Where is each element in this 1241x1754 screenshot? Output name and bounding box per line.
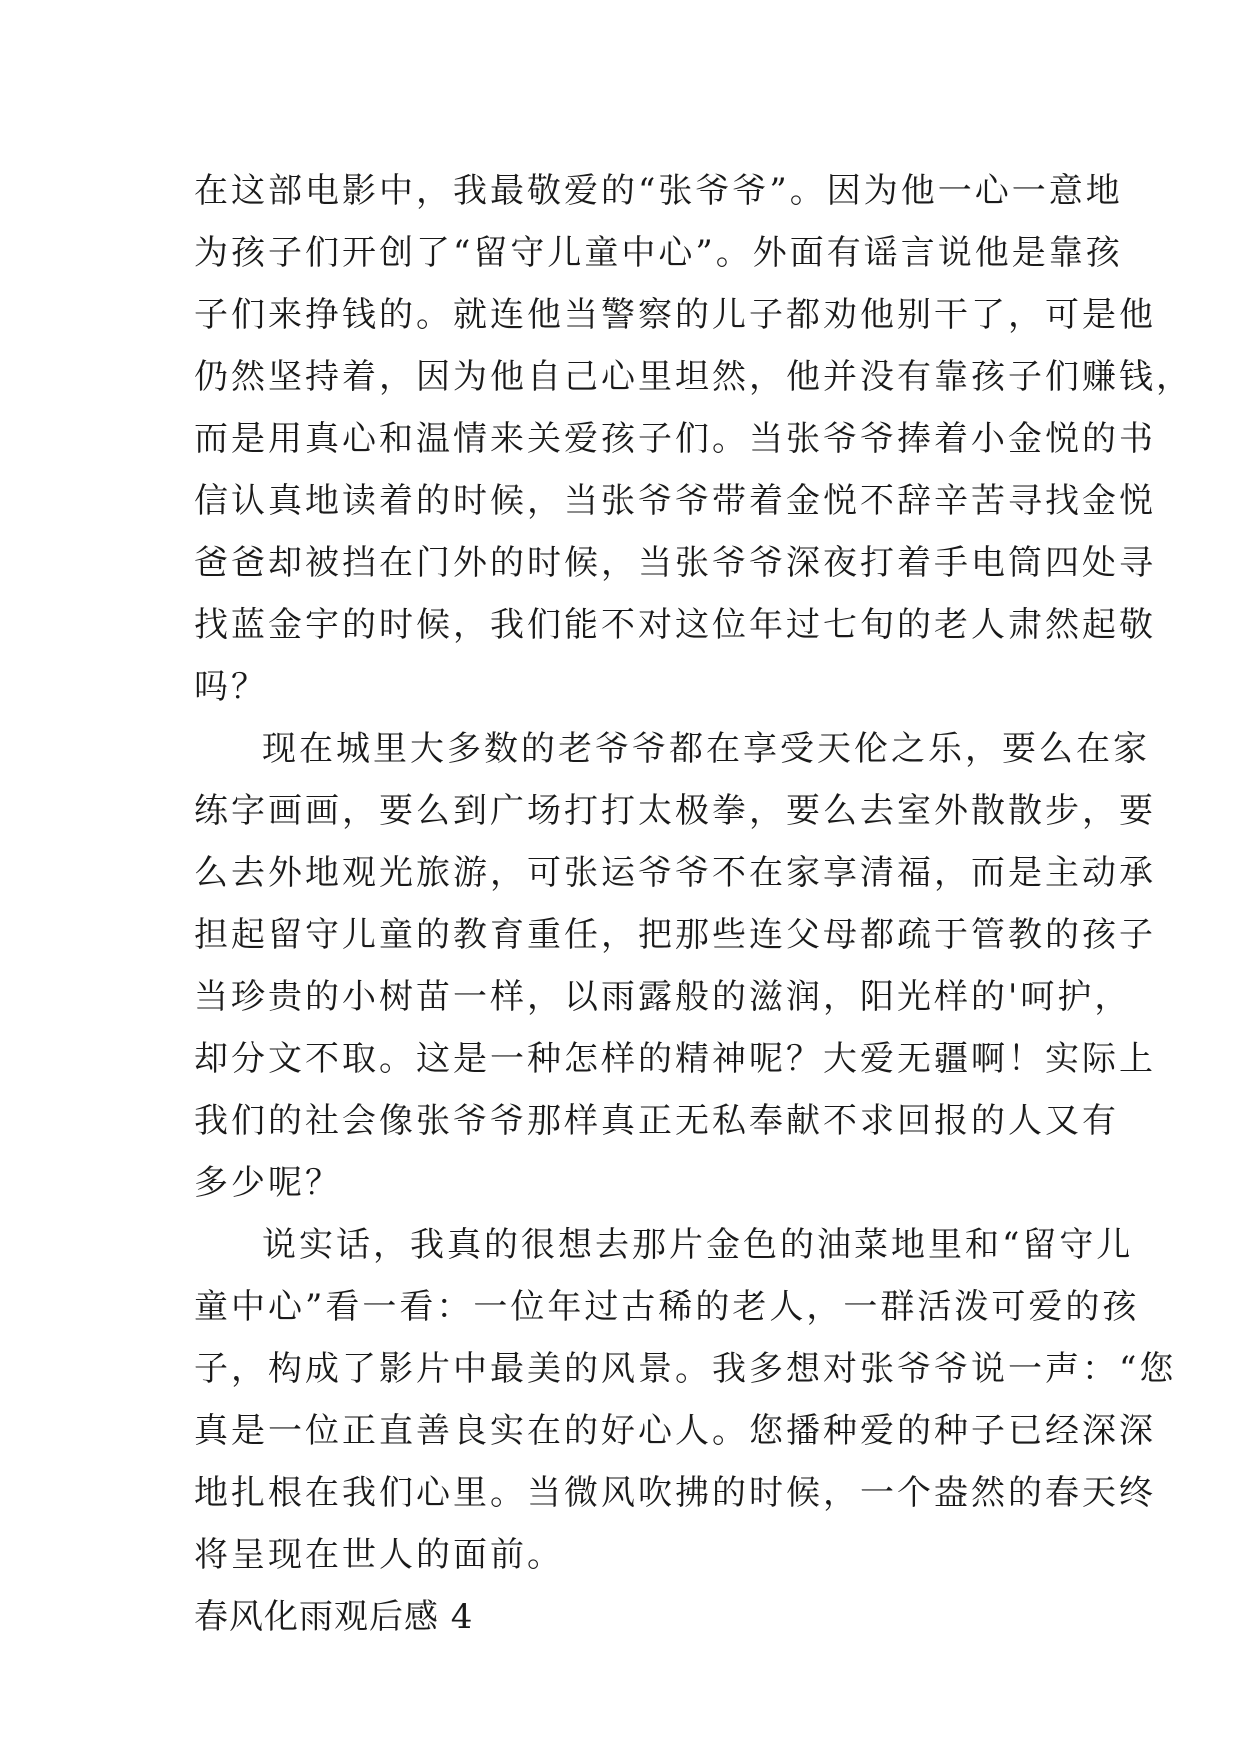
paragraph-1-line-1: 在这部电影中，我最敬爱的“张爷爷”。因为他一心一意地	[194, 171, 1123, 211]
document-body	[194, 160, 1193, 1648]
paragraph-2-line-1: 现在城里大多数的老爷爷都在享受天伦之乐，要么在家	[262, 729, 1150, 769]
paragraph-3-line-3: 子，构成了影片中最美的风景。我多想对张爷爷说一声：“您	[194, 1349, 1177, 1389]
paragraph-2-line-3: 么去外地观光旅游，可张运爷爷不在家享清福，而是主动承	[194, 853, 1156, 893]
paragraph-2-line-4: 担起留守儿童的教育重任，把那些连父母都疏于管教的孩子	[194, 915, 1156, 955]
paragraph-1-line-8: 找蓝金宇的时候，我们能不对这位年过七旬的老人肃然起敬	[194, 605, 1156, 645]
paragraph-1-line-6: 信认真地读着的时候，当张爷爷带着金悦不辞辛苦寻找金悦	[194, 481, 1156, 521]
paragraph-2-line-5: 当珍贵的小树苗一样，以雨露般的滋润，阳光样的'呵护，	[194, 977, 1132, 1017]
paragraph-3-line-6: 将呈现在世人的面前。	[194, 1535, 564, 1575]
section-heading: 春风化雨观后感 4	[194, 1597, 474, 1637]
paragraph-1-line-4: 仍然坚持着，因为他自己心里坦然，他并没有靠孩子们赚钱，	[194, 357, 1193, 397]
paragraph-2-line-7: 我们的社会像张爷爷那样真正无私奉献不求回报的人又有	[194, 1101, 1119, 1141]
paragraph-1-line-9: 吗？	[194, 667, 268, 707]
paragraph-1-line-3: 子们来挣钱的。就连他当警察的儿子都劝他别干了，可是他	[194, 295, 1156, 335]
paragraph-3-line-2: 童中心”看一看：一位年过古稀的老人，一群活泼可爱的孩	[194, 1287, 1140, 1327]
paragraph-1-line-2: 为孩子们开创了“留守儿童中心”。外面有谣言说他是靠孩	[194, 233, 1123, 273]
paragraph-3-line-1: 说实话，我真的很想去那片金色的油菜地里和“留守儿	[262, 1225, 1134, 1265]
paragraph-2-line-6: 却分文不取。这是一种怎样的精神呢？大爱无疆啊！实际上	[194, 1039, 1156, 1079]
paragraph-1-line-5: 而是用真心和温情来关爱孩子们。当张爷爷捧着小金悦的书	[194, 419, 1156, 459]
paragraph-2-line-2: 练字画画，要么到广场打打太极拳，要么去室外散散步，要	[194, 791, 1156, 831]
paragraph-2-line-8: 多少呢？	[194, 1163, 342, 1203]
paragraph-3-line-5: 地扎根在我们心里。当微风吹拂的时候，一个盎然的春天终	[194, 1473, 1156, 1513]
paragraph-3-line-4: 真是一位正直善良实在的好心人。您播种爱的种子已经深深	[194, 1411, 1156, 1451]
paragraph-1-line-7: 爸爸却被挡在门外的时候，当张爷爷深夜打着手电筒四处寻	[194, 543, 1156, 583]
